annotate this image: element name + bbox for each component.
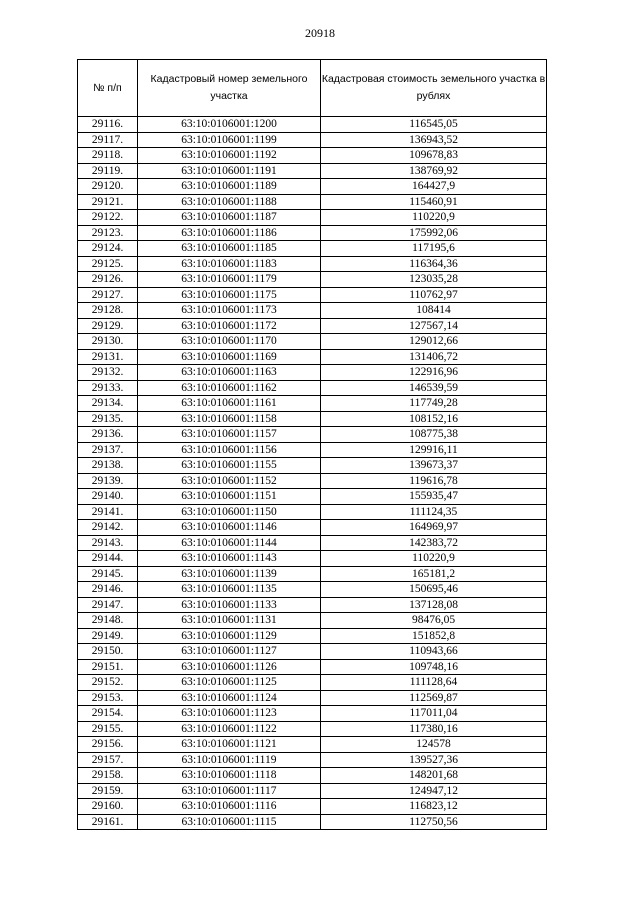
table-row xyxy=(78,458,547,474)
cadastral-number-cell: 63:10:0106001:1144 xyxy=(138,535,321,551)
cadastral-value-cell: 124947,12 xyxy=(321,783,547,799)
table-row xyxy=(78,303,547,319)
table-row xyxy=(78,706,547,722)
row-number-cell: 29160. xyxy=(78,799,138,815)
table-row xyxy=(78,489,547,505)
cadastral-number-cell: 63:10:0106001:1131 xyxy=(138,613,321,629)
header-cadastral-number: Кадастровый номер земельного участка xyxy=(138,60,321,117)
cadastral-value-cell: 116545,05 xyxy=(321,117,547,133)
table-row xyxy=(78,225,547,241)
cadastral-number-cell: 63:10:0106001:1169 xyxy=(138,349,321,365)
cadastral-value-cell: 124578 xyxy=(321,737,547,753)
table-row xyxy=(78,380,547,396)
table-row xyxy=(78,287,547,303)
cadastral-value-cell: 155935,47 xyxy=(321,489,547,505)
table-row xyxy=(78,396,547,412)
cadastral-value-cell: 139527,36 xyxy=(321,752,547,768)
cadastral-value-cell: 122916,96 xyxy=(321,365,547,381)
row-number-cell: 29117. xyxy=(78,132,138,148)
cadastral-number-cell: 63:10:0106001:1175 xyxy=(138,287,321,303)
cadastral-number-cell: 63:10:0106001:1151 xyxy=(138,489,321,505)
row-number-cell: 29128. xyxy=(78,303,138,319)
cadastral-number-cell: 63:10:0106001:1186 xyxy=(138,225,321,241)
header-row xyxy=(78,60,547,117)
cadastral-value-cell: 110220,9 xyxy=(321,551,547,567)
table-row xyxy=(78,628,547,644)
cadastral-number-cell: 63:10:0106001:1156 xyxy=(138,442,321,458)
cadastral-number-cell: 63:10:0106001:1161 xyxy=(138,396,321,412)
table-row xyxy=(78,551,547,567)
cadastral-number-cell: 63:10:0106001:1117 xyxy=(138,783,321,799)
table-row xyxy=(78,194,547,210)
cadastral-number-cell: 63:10:0106001:1124 xyxy=(138,690,321,706)
cadastral-value-cell: 164969,97 xyxy=(321,520,547,536)
table-row xyxy=(78,334,547,350)
row-number-cell: 29137. xyxy=(78,442,138,458)
table-row xyxy=(78,179,547,195)
cadastral-number-cell: 63:10:0106001:1185 xyxy=(138,241,321,257)
cadastral-number-cell: 63:10:0106001:1135 xyxy=(138,582,321,598)
table-row xyxy=(78,814,547,830)
table-row xyxy=(78,256,547,272)
row-number-cell: 29153. xyxy=(78,690,138,706)
cadastral-number-cell: 63:10:0106001:1179 xyxy=(138,272,321,288)
cadastral-value-cell: 138769,92 xyxy=(321,163,547,179)
row-number-cell: 29118. xyxy=(78,148,138,164)
cadastral-number-cell: 63:10:0106001:1127 xyxy=(138,644,321,660)
cadastral-value-cell: 127567,14 xyxy=(321,318,547,334)
table-row xyxy=(78,349,547,365)
row-number-cell: 29155. xyxy=(78,721,138,737)
row-number-cell: 29133. xyxy=(78,380,138,396)
row-number-cell: 29150. xyxy=(78,644,138,660)
cadastral-value-cell: 115460,91 xyxy=(321,194,547,210)
cadastral-value-cell: 146539,59 xyxy=(321,380,547,396)
table-row xyxy=(78,675,547,691)
row-number-cell: 29126. xyxy=(78,272,138,288)
row-number-cell: 29161. xyxy=(78,814,138,830)
row-number-cell: 29136. xyxy=(78,427,138,443)
row-number-cell: 29125. xyxy=(78,256,138,272)
row-number-cell: 29154. xyxy=(78,706,138,722)
row-number-cell: 29148. xyxy=(78,613,138,629)
row-number-cell: 29130. xyxy=(78,334,138,350)
table-row xyxy=(78,768,547,784)
row-number-cell: 29129. xyxy=(78,318,138,334)
cadastral-number-cell: 63:10:0106001:1133 xyxy=(138,597,321,613)
cadastral-number-cell: 63:10:0106001:1115 xyxy=(138,814,321,830)
cadastral-value-cell: 108775,38 xyxy=(321,427,547,443)
row-number-cell: 29144. xyxy=(78,551,138,567)
row-number-cell: 29135. xyxy=(78,411,138,427)
cadastral-number-cell: 63:10:0106001:1155 xyxy=(138,458,321,474)
cadastral-number-cell: 63:10:0106001:1146 xyxy=(138,520,321,536)
cadastral-value-cell: 164427,9 xyxy=(321,179,547,195)
row-number-cell: 29157. xyxy=(78,752,138,768)
cadastral-value-cell: 117749,28 xyxy=(321,396,547,412)
table-row xyxy=(78,427,547,443)
cadastral-number-cell: 63:10:0106001:1152 xyxy=(138,473,321,489)
cadastral-value-cell: 111124,35 xyxy=(321,504,547,520)
cadastral-value-cell: 150695,46 xyxy=(321,582,547,598)
cadastre-table xyxy=(77,59,547,830)
cadastral-value-cell: 112750,56 xyxy=(321,814,547,830)
table-row xyxy=(78,659,547,675)
cadastral-value-cell: 111128,64 xyxy=(321,675,547,691)
cadastral-value-cell: 175992,06 xyxy=(321,225,547,241)
table-row xyxy=(78,163,547,179)
cadastral-number-cell: 63:10:0106001:1122 xyxy=(138,721,321,737)
cadastral-number-cell: 63:10:0106001:1163 xyxy=(138,365,321,381)
table-row xyxy=(78,132,547,148)
row-number-cell: 29149. xyxy=(78,628,138,644)
table-row xyxy=(78,799,547,815)
row-number-cell: 29119. xyxy=(78,163,138,179)
table-row xyxy=(78,272,547,288)
cadastral-number-cell: 63:10:0106001:1139 xyxy=(138,566,321,582)
row-number-cell: 29141. xyxy=(78,504,138,520)
header-number: № п/п xyxy=(78,60,138,117)
cadastral-number-cell: 63:10:0106001:1199 xyxy=(138,132,321,148)
row-number-cell: 29131. xyxy=(78,349,138,365)
table-header xyxy=(78,60,547,117)
row-number-cell: 29151. xyxy=(78,659,138,675)
table-row xyxy=(78,644,547,660)
table-row xyxy=(78,473,547,489)
cadastral-value-cell: 116364,36 xyxy=(321,256,547,272)
row-number-cell: 29132. xyxy=(78,365,138,381)
cadastral-number-cell: 63:10:0106001:1191 xyxy=(138,163,321,179)
cadastral-number-cell: 63:10:0106001:1162 xyxy=(138,380,321,396)
cadastral-value-cell: 119616,78 xyxy=(321,473,547,489)
cadastral-value-cell: 137128,08 xyxy=(321,597,547,613)
cadastral-value-cell: 129012,66 xyxy=(321,334,547,350)
table-row xyxy=(78,690,547,706)
row-number-cell: 29156. xyxy=(78,737,138,753)
cadastral-value-cell: 117195,6 xyxy=(321,241,547,257)
cadastral-number-cell: 63:10:0106001:1158 xyxy=(138,411,321,427)
row-number-cell: 29122. xyxy=(78,210,138,226)
row-number-cell: 29140. xyxy=(78,489,138,505)
table-row xyxy=(78,535,547,551)
cadastral-value-cell: 165181,2 xyxy=(321,566,547,582)
cadastral-value-cell: 142383,72 xyxy=(321,535,547,551)
row-number-cell: 29127. xyxy=(78,287,138,303)
cadastral-value-cell: 148201,68 xyxy=(321,768,547,784)
cadastral-number-cell: 63:10:0106001:1192 xyxy=(138,148,321,164)
cadastral-number-cell: 63:10:0106001:1119 xyxy=(138,752,321,768)
table-row xyxy=(78,613,547,629)
cadastral-number-cell: 63:10:0106001:1172 xyxy=(138,318,321,334)
table-row xyxy=(78,365,547,381)
row-number-cell: 29146. xyxy=(78,582,138,598)
cadastral-number-cell: 63:10:0106001:1188 xyxy=(138,194,321,210)
cadastral-number-cell: 63:10:0106001:1118 xyxy=(138,768,321,784)
page-number: 20918 xyxy=(305,26,335,40)
cadastral-value-cell: 151852,8 xyxy=(321,628,547,644)
cadastral-number-cell: 63:10:0106001:1143 xyxy=(138,551,321,567)
table-row xyxy=(78,582,547,598)
table-row xyxy=(78,504,547,520)
cadastral-number-cell: 63:10:0106001:1116 xyxy=(138,799,321,815)
cadastral-number-cell: 63:10:0106001:1129 xyxy=(138,628,321,644)
row-number-cell: 29145. xyxy=(78,566,138,582)
cadastral-value-cell: 131406,72 xyxy=(321,349,547,365)
cadastral-value-cell: 110943,66 xyxy=(321,644,547,660)
cadastral-value-cell: 139673,37 xyxy=(321,458,547,474)
row-number-cell: 29134. xyxy=(78,396,138,412)
cadastral-value-cell: 123035,28 xyxy=(321,272,547,288)
cadastral-number-cell: 63:10:0106001:1121 xyxy=(138,737,321,753)
cadastral-number-cell: 63:10:0106001:1183 xyxy=(138,256,321,272)
cadastral-value-cell: 117380,16 xyxy=(321,721,547,737)
row-number-cell: 29143. xyxy=(78,535,138,551)
row-number-cell: 29147. xyxy=(78,597,138,613)
row-number-cell: 29138. xyxy=(78,458,138,474)
table-row xyxy=(78,520,547,536)
cadastral-value-cell: 117011,04 xyxy=(321,706,547,722)
table-row xyxy=(78,566,547,582)
table-row xyxy=(78,148,547,164)
table-body xyxy=(78,117,547,830)
row-number-cell: 29123. xyxy=(78,225,138,241)
cadastral-value-cell: 129916,11 xyxy=(321,442,547,458)
cadastral-number-cell: 63:10:0106001:1170 xyxy=(138,334,321,350)
cadastral-value-cell: 116823,12 xyxy=(321,799,547,815)
cadastral-value-cell: 108414 xyxy=(321,303,547,319)
cadastral-number-cell: 63:10:0106001:1187 xyxy=(138,210,321,226)
row-number-cell: 29116. xyxy=(78,117,138,133)
cadastral-value-cell: 110762,97 xyxy=(321,287,547,303)
row-number-cell: 29158. xyxy=(78,768,138,784)
table-row xyxy=(78,318,547,334)
row-number-cell: 29121. xyxy=(78,194,138,210)
table-row xyxy=(78,411,547,427)
cadastral-number-cell: 63:10:0106001:1123 xyxy=(138,706,321,722)
row-number-cell: 29152. xyxy=(78,675,138,691)
table-row xyxy=(78,721,547,737)
table-row xyxy=(78,752,547,768)
cadastral-number-cell: 63:10:0106001:1189 xyxy=(138,179,321,195)
table-row xyxy=(78,442,547,458)
table-row xyxy=(78,783,547,799)
table-row xyxy=(78,737,547,753)
row-number-cell: 29159. xyxy=(78,783,138,799)
row-number-cell: 29139. xyxy=(78,473,138,489)
header-cadastral-value: Кадастровая стоимость земельного участка в рублях xyxy=(321,60,547,117)
cadastral-number-cell: 63:10:0106001:1200 xyxy=(138,117,321,133)
cadastral-number-cell: 63:10:0106001:1173 xyxy=(138,303,321,319)
cadastral-value-cell: 98476,05 xyxy=(321,613,547,629)
cadastral-number-cell: 63:10:0106001:1150 xyxy=(138,504,321,520)
cadastral-value-cell: 108152,16 xyxy=(321,411,547,427)
table-row xyxy=(78,597,547,613)
cadastral-value-cell: 112569,87 xyxy=(321,690,547,706)
table-row xyxy=(78,117,547,133)
cadastral-value-cell: 109678,83 xyxy=(321,148,547,164)
table-row xyxy=(78,241,547,257)
cadastral-number-cell: 63:10:0106001:1126 xyxy=(138,659,321,675)
cadastral-value-cell: 110220,9 xyxy=(321,210,547,226)
table-row xyxy=(78,210,547,226)
row-number-cell: 29124. xyxy=(78,241,138,257)
cadastral-value-cell: 136943,52 xyxy=(321,132,547,148)
cadastral-value-cell: 109748,16 xyxy=(321,659,547,675)
cadastral-number-cell: 63:10:0106001:1125 xyxy=(138,675,321,691)
row-number-cell: 29120. xyxy=(78,179,138,195)
cadastral-number-cell: 63:10:0106001:1157 xyxy=(138,427,321,443)
row-number-cell: 29142. xyxy=(78,520,138,536)
